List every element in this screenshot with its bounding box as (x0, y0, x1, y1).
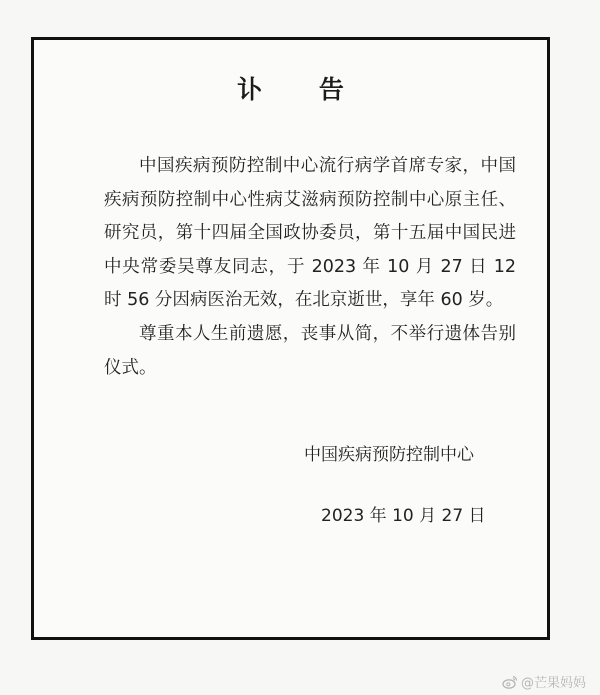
signature-organization: 中国疾病预防控制中心 (304, 445, 474, 465)
notice-title: 讣 告 (237, 75, 368, 104)
watermark-text: @芒果妈妈 (520, 676, 586, 691)
signature-date: 2023 年 10 月 27 日 (321, 506, 486, 526)
notice-paragraph-main: 中国疾病预防控制中心流行病学首席专家，中国疾病预防控制中心性病艾滋病预防控制中心原主任、研究员，第十四届全国政协委员，第十五届中国民进中央常委吴尊友同志，于 2023 年 10 月 27 日 12 时 56 分因病医治无效，在北京逝世，享年 60 岁。 (104, 156, 516, 310)
watermark (502, 672, 586, 691)
notice-paragraph-wishes: 尊重本人生前遗愿，丧事从简，不举行遗体告别仪式。 (104, 324, 516, 378)
weibo-icon (502, 674, 518, 690)
notice-frame (31, 37, 550, 640)
